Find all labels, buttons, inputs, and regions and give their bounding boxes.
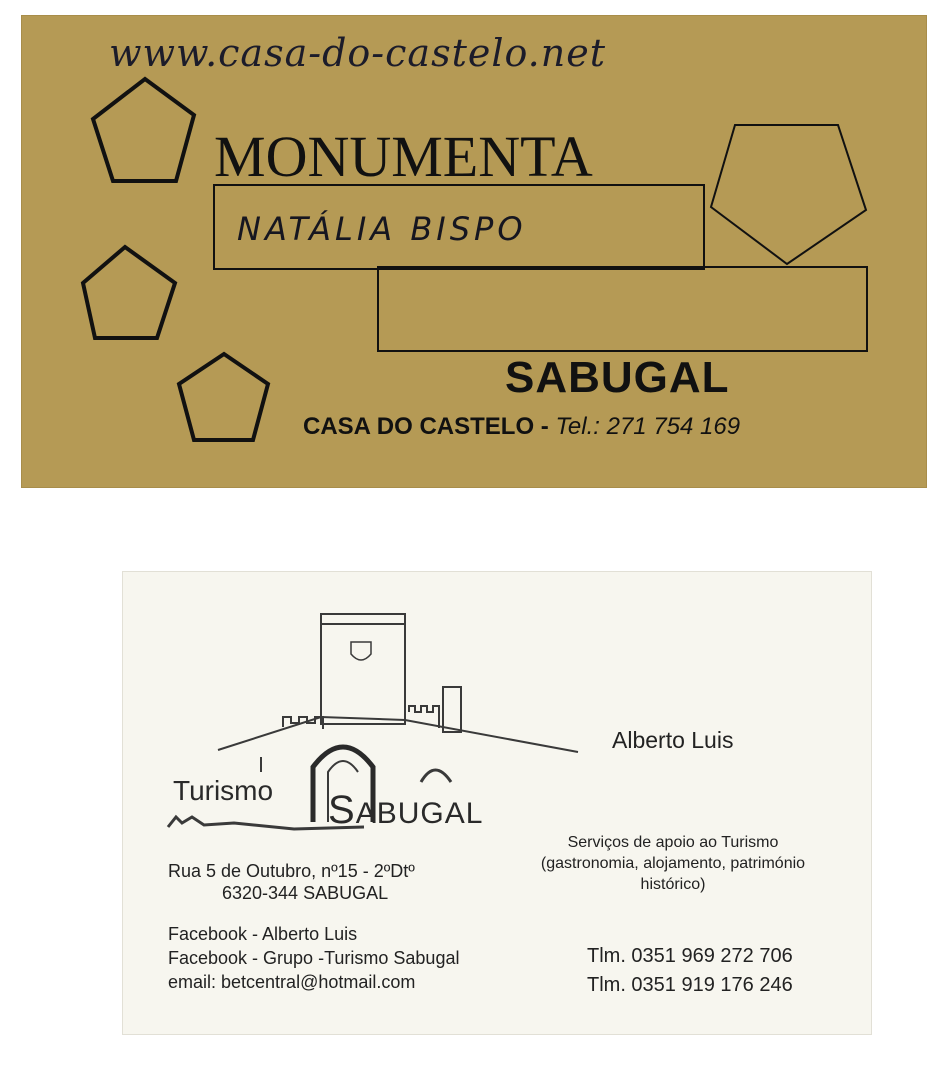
address-line: 6320-344 SABUGAL [222,883,389,903]
pentagon-outline-icon [711,125,866,264]
contact-line [303,413,740,441]
postal-address [168,860,415,904]
address-line: Rua 5 de Outubro, nº15 - 2ºDtº [168,861,415,881]
facebook-personal: Facebook - Alberto Luis [168,924,358,944]
phone-line: Tlm. 0351 969 272 706 [587,945,793,967]
services-line: histórico) [640,876,706,893]
place-name: CASA DO CASTELO [303,413,535,440]
services-line: (gastronomia, alojamento, património [540,855,806,872]
mobile-phones [587,942,793,1000]
social-contacts [168,922,459,994]
handwritten-website: www.casa-do-castelo.net [109,31,606,75]
handwritten-name: NATÁLIA BISPO [237,210,527,248]
email-address: email: betcentral@hotmail.com [168,972,416,992]
business-card-monumenta [21,15,927,488]
brand-title: MONUMENTA [214,124,593,189]
contact-person: Alberto Luis [612,727,734,753]
title-box [378,267,867,351]
facebook-group: Facebook - Grupo -Turismo Sabugal [168,948,460,968]
logo-word-sabugal [328,788,483,833]
town-name: SABUGAL [505,353,730,402]
services-line: Serviços de apoio ao Turismo [567,834,779,851]
logo-initial: S [328,788,356,832]
phone-line: Tlm. 0351 919 176 246 [587,974,793,996]
logo-word-turismo: Turismo [173,775,274,806]
pentagon-outline-icon [93,79,194,181]
business-card-turismo-sabugal [123,572,871,1034]
pentagon-outline-icon [83,247,175,338]
phone-number: Tel.: 271 754 169 [555,413,741,440]
separator: - [540,413,549,440]
logo-word-rest: ABUGAL [355,797,484,830]
services-text [518,832,828,895]
pentagon-outline-icon [179,354,268,440]
